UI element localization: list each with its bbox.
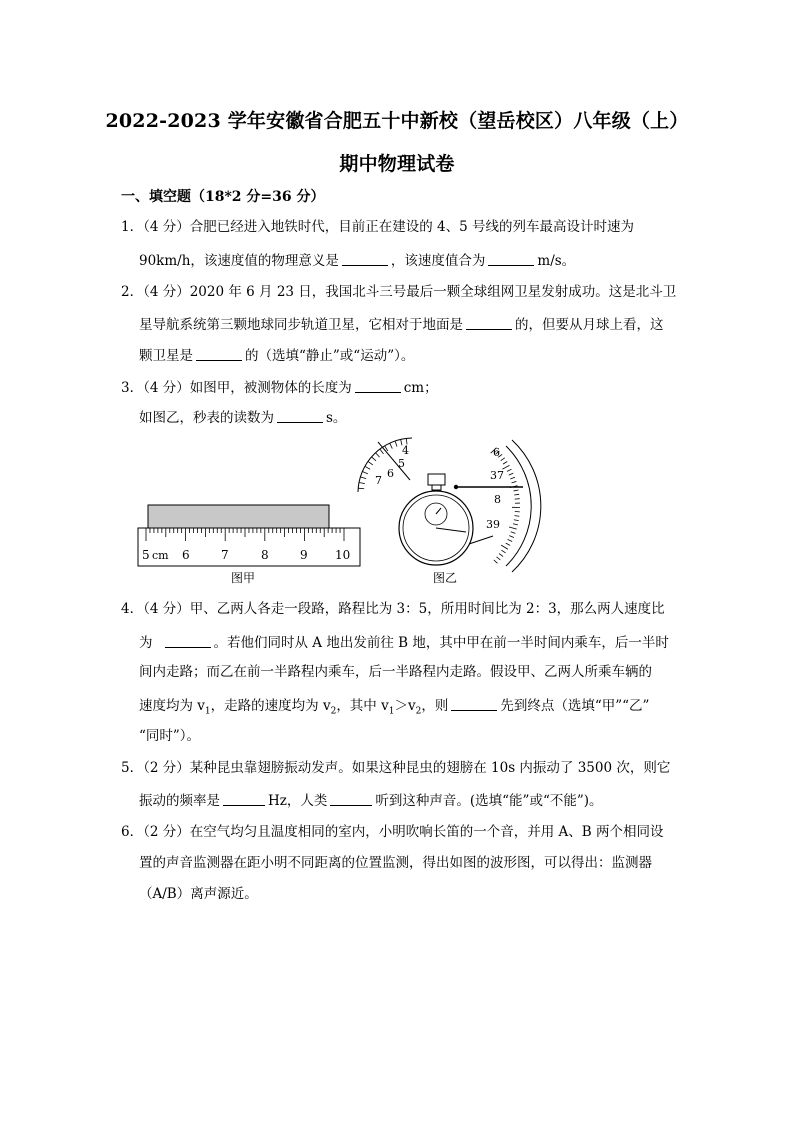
exam-title-line1: 2022-2023 学年安徽省合肥五十中新校（望岳校区）八年级（上）: [105, 110, 689, 132]
q4-blank-ratio: [165, 635, 211, 648]
small-dial-label-6: 6: [387, 467, 394, 480]
stopwatch-figure: [358, 438, 541, 585]
q4-sub-2: 2: [330, 706, 337, 717]
ruler-label-5: 5: [142, 548, 150, 562]
ruler-figure: [138, 505, 360, 585]
big-dial-label-6: 6: [493, 446, 500, 459]
big-dial-arc-inner: [506, 446, 531, 566]
big-dial-tick: [514, 490, 519, 491]
q4-sub-4: 2: [415, 706, 422, 717]
q4-sub-1: 1: [204, 706, 211, 717]
q4-text-b: 。若他们同时从 A 地出发前往 B 地，其中甲在前一半时间内乘车，后一半时: [213, 635, 669, 651]
big-dial-tick: [497, 557, 501, 560]
small-dial-tick: [358, 488, 364, 489]
big-dial-tick: [501, 458, 505, 461]
q2-text-b: 的，但要从月球上看，这: [515, 317, 664, 333]
big-dial-tick: [510, 477, 515, 479]
big-dial-tick: [512, 481, 517, 482]
q3-text-c: 如图乙，秒表的读数为: [139, 410, 274, 426]
small-dial-tick: [359, 483, 365, 484]
small-dial-label-5: 5: [398, 457, 405, 470]
ruler-label-6: 6: [182, 548, 190, 562]
big-dial-tick: [501, 545, 508, 549]
q4-text-e: ，其中 v: [336, 698, 389, 714]
q2-line1: 2．（4 分）2020 年 6 月 23 日，我国北斗三号最后一颗全球组网卫星发射成功。这是北斗卫: [121, 284, 677, 300]
ruler-label-7: 7: [221, 548, 229, 562]
q4-blank-first: [451, 698, 497, 711]
section-heading-fill-in: 一、填空题（18*2 分=36 分）: [121, 189, 325, 205]
q2-line3: [139, 348, 414, 364]
q4-line4: [139, 698, 649, 717]
q4-text-d: ，走路的速度均为 v: [210, 698, 331, 714]
q4-text-c: 速度均为 v: [139, 698, 205, 714]
big-dial-arc-outer: [512, 440, 541, 572]
q2-text-c: 颗卫星是: [139, 348, 193, 364]
q6-line3: （A/B）离声源近。: [139, 886, 258, 902]
small-dial-label-7: 7: [375, 474, 382, 487]
small-dial-label-4: 4: [402, 444, 409, 457]
measured-object: [148, 505, 329, 528]
small-dial-tick: [371, 457, 376, 461]
q3-line2: [139, 410, 346, 426]
q4-line1: 4．（4 分）甲、乙两人各走一段路，路程比为 3：5，所用时间比为 2：3，那么两人速度比: [121, 601, 665, 617]
big-dial-label-39: 39: [486, 518, 500, 531]
big-dial-tick: [514, 520, 519, 521]
big-dial-tick: [507, 469, 511, 471]
q5-line2: [139, 793, 603, 809]
big-dial-tick: [514, 516, 519, 517]
q4-line2: [139, 635, 669, 651]
q4-text-a: 为: [139, 635, 153, 651]
q3-line1: [121, 380, 438, 396]
q2-blank-moon: [196, 348, 242, 361]
big-dial-tick: [509, 536, 514, 538]
big-dial-tick: [509, 527, 517, 529]
small-dial-tick: [365, 466, 370, 469]
stopwatch-crown: [428, 474, 445, 485]
small-dial-tick: [380, 449, 384, 454]
q4-line5: “同时”）。: [139, 728, 201, 744]
q1-text-a: 90km/h，该速度值的物理意义是: [139, 253, 339, 269]
small-dial-tick: [360, 477, 366, 479]
big-dial-tick: [503, 461, 507, 464]
exam-title-line2: 期中物理试卷: [339, 153, 455, 175]
q5-blank-frequency: [223, 793, 265, 806]
big-dial-label-37: 37: [490, 469, 504, 482]
small-dial-tick: [390, 443, 393, 448]
stopwatch-stem: [432, 485, 441, 490]
big-dial-tick: [513, 524, 518, 525]
ruler-unit: cm: [152, 549, 169, 562]
ruler-label-8: 8: [261, 548, 269, 562]
ruler-label-10: 10: [335, 548, 351, 562]
small-dial-tick: [395, 441, 397, 447]
q1-line2: [139, 253, 575, 269]
q5-text-a: 振动的频率是: [139, 793, 220, 809]
q5-line1: 5．（2 分）某种昆虫靠翅膀振动发声。如果这种昆虫的翅膀在 10s 内振动了 3500 次，则它: [121, 760, 671, 776]
big-dial-tick: [508, 539, 513, 541]
q2-line2: [139, 317, 664, 333]
q6-line1: 6．（2 分）在空气均匀且温度相同的室内，小明吹响长笛的一个音，并用 A、B 两个相同设: [121, 824, 664, 840]
q4-text-f: ＞v: [394, 698, 416, 714]
q3-text-b: cm；: [403, 380, 438, 396]
big-dial-tick: [506, 543, 510, 545]
q3-text-d: s。: [326, 410, 347, 426]
big-dial-tick: [514, 494, 519, 495]
q1-blank-speed: [488, 253, 534, 266]
q6-line2: 置的声音监测器在距小明不同距离的位置监测，得出如图的波形图，可以得出：监测器: [139, 855, 652, 871]
q5-text-c: 听到这种声音。(选填“能”或“不能”)。: [375, 793, 603, 809]
q4-sub-3: 1: [388, 706, 395, 717]
q3-figure: [130, 432, 550, 590]
q1-line1: 1．（4 分）合肥已经进入地铁时代，目前正在建设的 4、5 号线的列车最高设计时速为: [121, 219, 634, 235]
q3-blank-stopwatch: [277, 410, 323, 423]
ruler-body: [138, 528, 360, 566]
q1-blank-meaning: [342, 253, 388, 266]
big-dial-label-8: 8: [494, 493, 501, 506]
small-dial-tick: [362, 472, 368, 474]
q1-text-b: ，该速度值合为: [390, 253, 486, 269]
q2-text-a: 星导航系统第三颗地球同步轨道卫星，它相对于地面是: [139, 317, 463, 333]
caption-b: 图乙: [433, 571, 458, 585]
ruler-label-9: 9: [300, 548, 308, 562]
q3-blank-length: [355, 380, 401, 393]
q3-text-a: 3．（4 分）如图甲，被测物体的长度为: [121, 380, 352, 396]
big-dial-tick: [509, 473, 514, 475]
q4-line3: 间内走路；而乙在前一半路程内乘车，后一半路程内走路。假设甲、乙两人所乘车辆的: [139, 664, 652, 680]
big-dial-tick: [511, 532, 516, 534]
q1-text-c: m/s。: [537, 253, 576, 269]
q2-blank-ground: [466, 317, 512, 330]
big-dial-tick: [494, 560, 498, 563]
small-dial-tick: [368, 461, 373, 464]
q4-text-g: ，则: [421, 698, 449, 714]
q2-text-d: 的（选填“静止”或“运动”）。: [245, 348, 415, 364]
caption-a: 图甲: [231, 571, 256, 585]
big-dial-leader-dot: [454, 485, 458, 489]
q4-text-h: 先到终点（选填“甲”“乙”: [500, 698, 650, 714]
big-dial-tick: [501, 550, 505, 553]
q5-blank-hear: [330, 793, 372, 806]
small-dial-tick: [375, 453, 379, 457]
big-dial-tick: [499, 554, 503, 557]
q5-text-b: Hz，人类: [268, 793, 328, 809]
